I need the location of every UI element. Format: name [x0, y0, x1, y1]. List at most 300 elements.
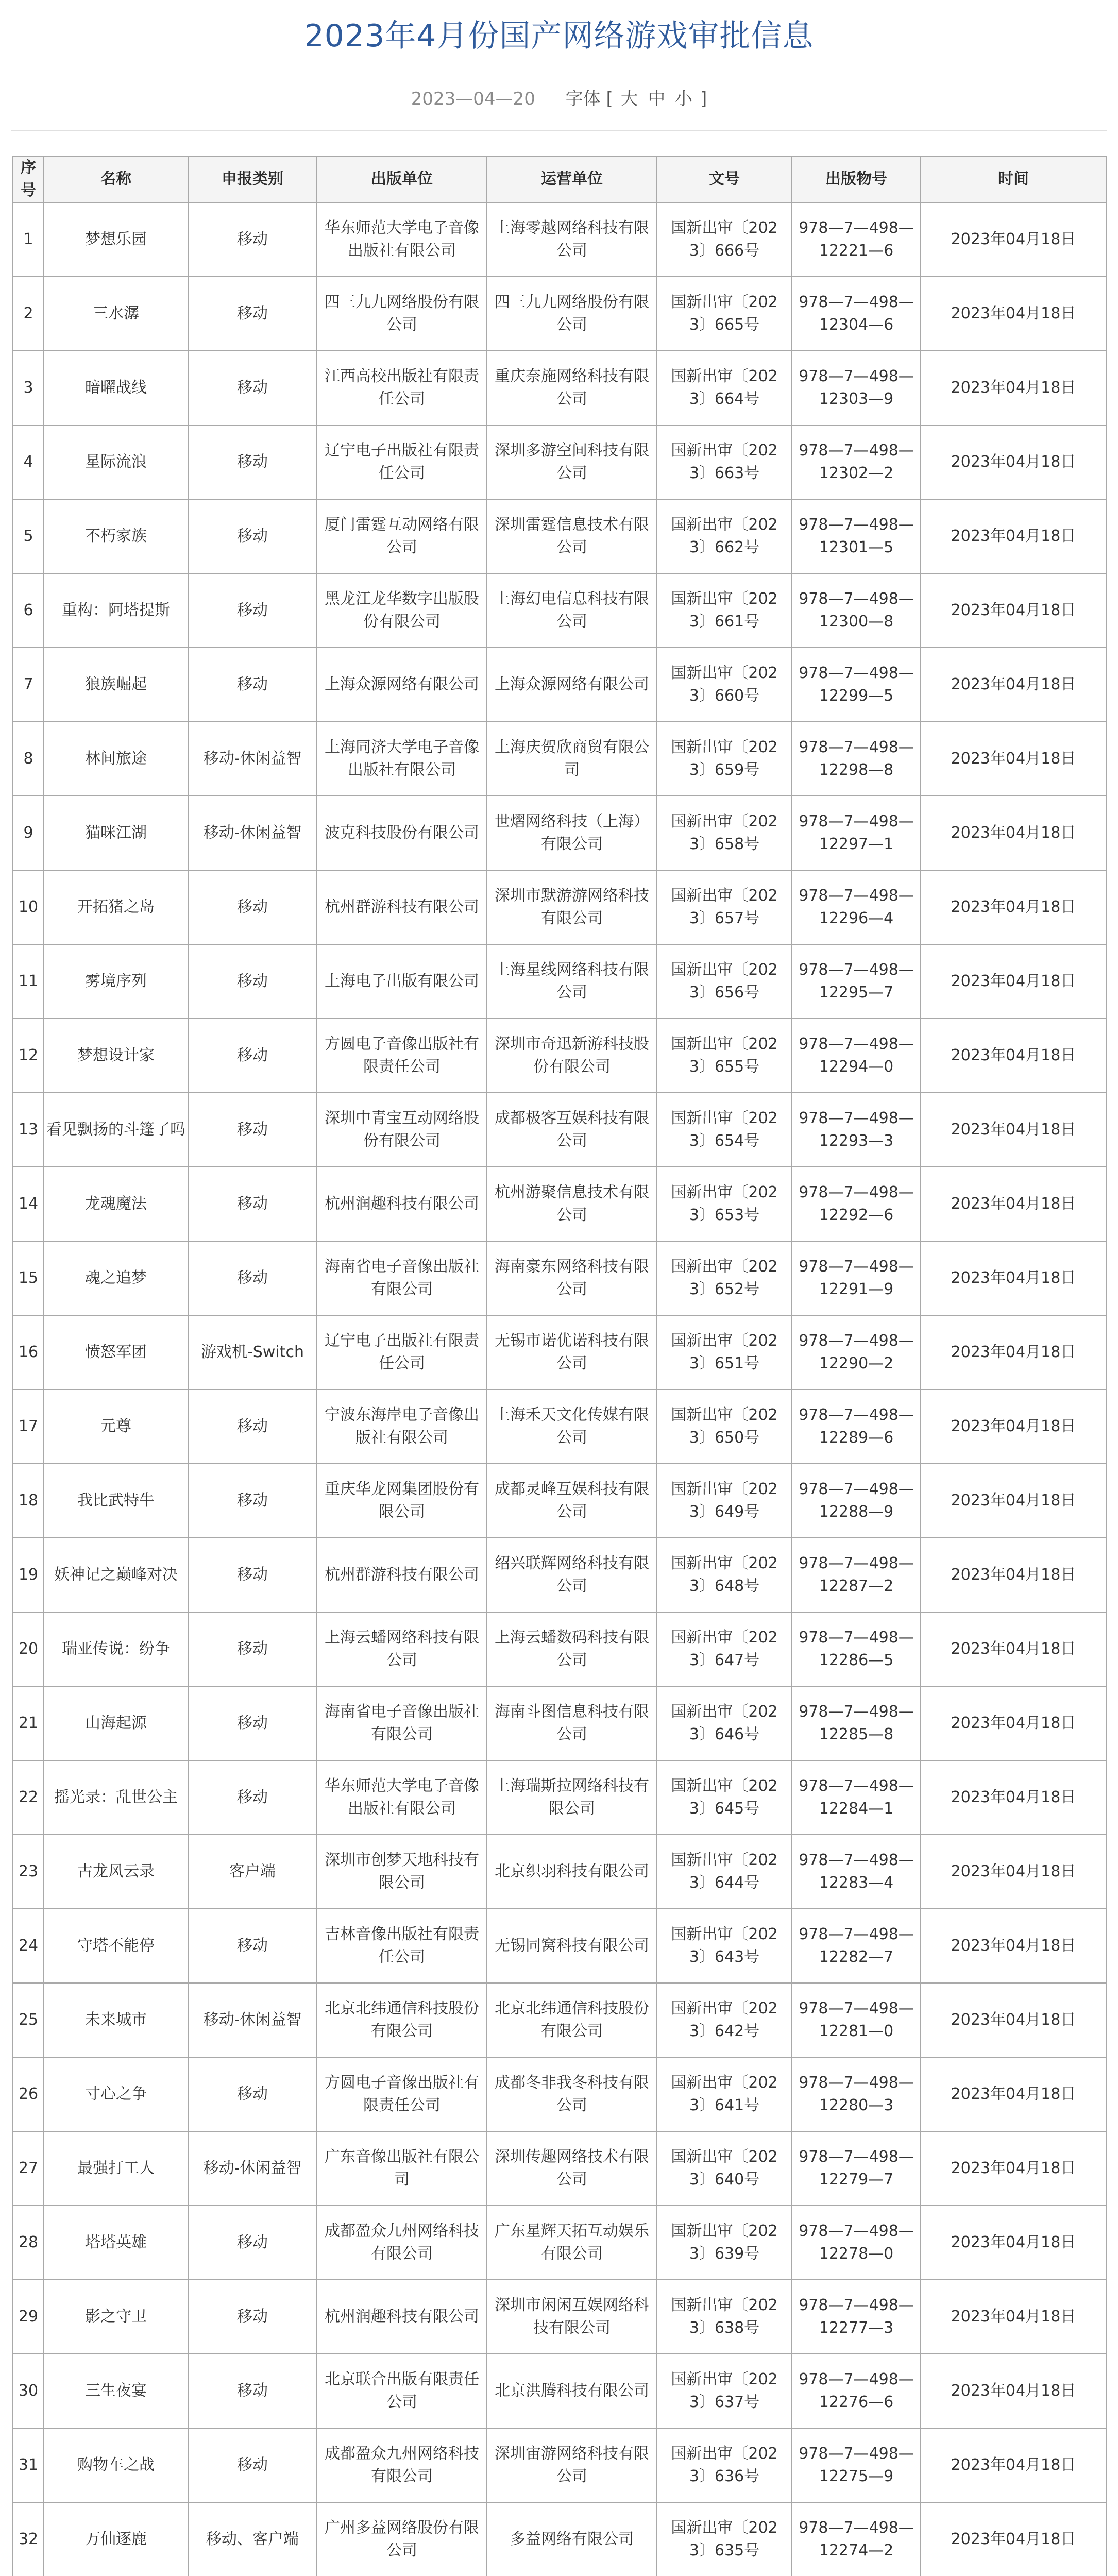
cell-approval-number: 国新出审〔2023〕643号: [657, 1909, 792, 1983]
cell-isbn: 978—7—498—12304—6: [792, 277, 921, 351]
cell-approval-number: 国新出审〔2023〕638号: [657, 2280, 792, 2354]
cell-approval-number: 国新出审〔2023〕651号: [657, 1315, 792, 1389]
table-header: [13, 156, 1106, 202]
cell-category: 移动: [188, 573, 317, 648]
cell-operator: 深圳传趣网络技术有限公司: [487, 2131, 657, 2206]
table-row: [13, 796, 1106, 870]
cell-approval-number: 国新出审〔2023〕646号: [657, 1686, 792, 1760]
cell-date: 2023年04月18日: [921, 1315, 1106, 1389]
cell-name: 古龙风云录: [44, 1835, 188, 1909]
cell-approval-number: 国新出审〔2023〕647号: [657, 1612, 792, 1686]
cell-operator: 绍兴联辉网络科技有限公司: [487, 1538, 657, 1612]
cell-publisher: 黑龙江龙华数字出版股份有限公司: [317, 573, 487, 648]
cell-category: 移动、客户端: [188, 2502, 317, 2576]
cell-index: 3: [13, 351, 44, 425]
table-row: [13, 1909, 1106, 1983]
cell-publisher: 广州多益网络股份有限公司: [317, 2502, 487, 2576]
cell-approval-number: 国新出审〔2023〕649号: [657, 1464, 792, 1538]
cell-isbn: 978—7—498—12290—2: [792, 1315, 921, 1389]
table-row: [13, 1612, 1106, 1686]
cell-approval-number: 国新出审〔2023〕644号: [657, 1835, 792, 1909]
cell-isbn: 978—7—498—12284—1: [792, 1760, 921, 1835]
cell-name: 三水潺: [44, 277, 188, 351]
cell-name: 狼族崛起: [44, 648, 188, 722]
cell-index: 24: [13, 1909, 44, 1983]
cell-publisher: 杭州润趣科技有限公司: [317, 1167, 487, 1241]
font-size-small-button[interactable]: 小: [675, 89, 693, 109]
cell-category: 移动: [188, 1464, 317, 1538]
cell-approval-number: 国新出审〔2023〕636号: [657, 2428, 792, 2502]
cell-name: 猫咪江湖: [44, 796, 188, 870]
cell-date: 2023年04月18日: [921, 1983, 1106, 2057]
cell-publisher: 江西高校出版社有限责任公司: [317, 351, 487, 425]
cell-operator: 深圳宙游网络科技有限公司: [487, 2428, 657, 2502]
cell-approval-number: 国新出审〔2023〕650号: [657, 1389, 792, 1464]
cell-isbn: 978—7—498—12221—6: [792, 202, 921, 277]
cell-name: 元尊: [44, 1389, 188, 1464]
cell-date: 2023年04月18日: [921, 1760, 1106, 1835]
cell-index: 31: [13, 2428, 44, 2502]
cell-approval-number: 国新出审〔2023〕655号: [657, 1019, 792, 1093]
cell-date: 2023年04月18日: [921, 944, 1106, 1019]
font-size-medium-button[interactable]: 中: [648, 89, 666, 109]
cell-operator: 世熠网络科技（上海）有限公司: [487, 796, 657, 870]
font-size-large-button[interactable]: 大: [620, 89, 638, 109]
cell-category: 移动: [188, 2428, 317, 2502]
cell-operator: 上海庆贺欣商贸有限公司: [487, 722, 657, 796]
cell-category: 移动: [188, 499, 317, 573]
cell-isbn: 978—7—498—12281—0: [792, 1983, 921, 2057]
cell-date: 2023年04月18日: [921, 2131, 1106, 2206]
table-row: [13, 277, 1106, 351]
cell-index: 32: [13, 2502, 44, 2576]
cell-approval-number: 国新出审〔2023〕664号: [657, 351, 792, 425]
cell-index: 22: [13, 1760, 44, 1835]
cell-name: 林间旅途: [44, 722, 188, 796]
cell-isbn: 978—7—498—12291—9: [792, 1241, 921, 1315]
table-row: [13, 1315, 1106, 1389]
cell-date: 2023年04月18日: [921, 351, 1106, 425]
cell-operator: 成都冬非我冬科技有限公司: [487, 2057, 657, 2131]
cell-operator: 多益网络有限公司: [487, 2502, 657, 2576]
table-row: [13, 573, 1106, 648]
cell-approval-number: 国新出审〔2023〕660号: [657, 648, 792, 722]
cell-index: 14: [13, 1167, 44, 1241]
font-size-label: 字体: [565, 89, 601, 109]
cell-name: 魂之追梦: [44, 1241, 188, 1315]
cell-name: 开拓猪之岛: [44, 870, 188, 944]
cell-date: 2023年04月18日: [921, 573, 1106, 648]
cell-operator: 上海云蟠数码科技有限公司: [487, 1612, 657, 1686]
cell-approval-number: 国新出审〔2023〕637号: [657, 2354, 792, 2428]
table-body: [13, 202, 1106, 2576]
cell-name: 龙魂魔法: [44, 1167, 188, 1241]
cell-index: 9: [13, 796, 44, 870]
cell-name: 雾境序列: [44, 944, 188, 1019]
cell-category: 移动: [188, 1686, 317, 1760]
cell-approval-number: 国新出审〔2023〕652号: [657, 1241, 792, 1315]
cell-category: 移动: [188, 2206, 317, 2280]
table-row: [13, 1167, 1106, 1241]
cell-date: 2023年04月18日: [921, 499, 1106, 573]
cell-date: 2023年04月18日: [921, 648, 1106, 722]
cell-name: 山海起源: [44, 1686, 188, 1760]
cell-name: 未来城市: [44, 1983, 188, 2057]
cell-isbn: 978—7—498—12280—3: [792, 2057, 921, 2131]
cell-isbn: 978—7—498—12275—9: [792, 2428, 921, 2502]
table-row: [13, 2502, 1106, 2576]
table-row: [13, 648, 1106, 722]
table-row: [13, 1686, 1106, 1760]
cell-date: 2023年04月18日: [921, 1167, 1106, 1241]
cell-approval-number: 国新出审〔2023〕662号: [657, 499, 792, 573]
cell-isbn: 978—7—498—12293—3: [792, 1093, 921, 1167]
header-isbn: 出版物号: [792, 156, 921, 202]
table-row: [13, 2354, 1106, 2428]
cell-publisher: 吉林音像出版社有限责任公司: [317, 1909, 487, 1983]
cell-date: 2023年04月18日: [921, 1019, 1106, 1093]
cell-approval-number: 国新出审〔2023〕665号: [657, 277, 792, 351]
cell-approval-number: 国新出审〔2023〕653号: [657, 1167, 792, 1241]
cell-category: 移动: [188, 2057, 317, 2131]
cell-index: 11: [13, 944, 44, 1019]
cell-index: 25: [13, 1983, 44, 2057]
cell-name: 不朽家族: [44, 499, 188, 573]
cell-name: 星际流浪: [44, 425, 188, 499]
cell-isbn: 978—7—498—12303—9: [792, 351, 921, 425]
cell-date: 2023年04月18日: [921, 1686, 1106, 1760]
table-row: [13, 870, 1106, 944]
header-approval-number: 文号: [657, 156, 792, 202]
cell-index: 1: [13, 202, 44, 277]
table-row: [13, 944, 1106, 1019]
cell-index: 23: [13, 1835, 44, 1909]
cell-date: 2023年04月18日: [921, 1612, 1106, 1686]
cell-name: 塔塔英雄: [44, 2206, 188, 2280]
cell-publisher: 上海电子出版有限公司: [317, 944, 487, 1019]
table-row: [13, 1093, 1106, 1167]
table-row: [13, 1983, 1106, 2057]
cell-operator: 广东星辉天拓互动娱乐有限公司: [487, 2206, 657, 2280]
cell-approval-number: 国新出审〔2023〕654号: [657, 1093, 792, 1167]
table-row: [13, 722, 1106, 796]
cell-date: 2023年04月18日: [921, 2428, 1106, 2502]
cell-name: 最强打工人: [44, 2131, 188, 2206]
cell-isbn: 978—7—498—12286—5: [792, 1612, 921, 1686]
cell-index: 4: [13, 425, 44, 499]
table-row: [13, 499, 1106, 573]
cell-operator: 北京洪腾科技有限公司: [487, 2354, 657, 2428]
cell-operator: 深圳雷霆信息技术有限公司: [487, 499, 657, 573]
cell-isbn: 978—7—498—12288—9: [792, 1464, 921, 1538]
cell-category: 移动-休闲益智: [188, 2131, 317, 2206]
cell-date: 2023年04月18日: [921, 1093, 1106, 1167]
page-title: 2023年4月份国产网络游戏审批信息: [304, 18, 814, 54]
table-row: [13, 1538, 1106, 1612]
cell-name: 影之守卫: [44, 2280, 188, 2354]
table-row: [13, 1389, 1106, 1464]
cell-date: 2023年04月18日: [921, 1464, 1106, 1538]
cell-isbn: 978—7—498—12296—4: [792, 870, 921, 944]
cell-operator: 上海瑞斯拉网络科技有限公司: [487, 1760, 657, 1835]
table-row: [13, 2131, 1106, 2206]
cell-index: 7: [13, 648, 44, 722]
cell-operator: 无锡市诺优诺科技有限公司: [487, 1315, 657, 1389]
cell-isbn: 978—7—498—12292—6: [792, 1167, 921, 1241]
cell-name: 看见飘扬的斗篷了吗: [44, 1093, 188, 1167]
cell-operator: 深圳多游空间科技有限公司: [487, 425, 657, 499]
cell-category: 游戏机-Switch: [188, 1315, 317, 1389]
cell-index: 5: [13, 499, 44, 573]
cell-date: 2023年04月18日: [921, 870, 1106, 944]
cell-name: 购物车之战: [44, 2428, 188, 2502]
cell-publisher: 深圳市创梦天地科技有限公司: [317, 1835, 487, 1909]
font-size-close-bracket: ]: [700, 89, 707, 109]
cell-date: 2023年04月18日: [921, 1835, 1106, 1909]
cell-isbn: 978—7—498—12295—7: [792, 944, 921, 1019]
cell-category: 移动: [188, 648, 317, 722]
cell-isbn: 978—7—498—12285—8: [792, 1686, 921, 1760]
table-row: [13, 1019, 1106, 1093]
cell-name: 守塔不能停: [44, 1909, 188, 1983]
cell-date: 2023年04月18日: [921, 1241, 1106, 1315]
cell-category: 移动: [188, 202, 317, 277]
cell-approval-number: 国新出审〔2023〕648号: [657, 1538, 792, 1612]
cell-index: 19: [13, 1538, 44, 1612]
cell-isbn: 978—7—498—12276—6: [792, 2354, 921, 2428]
table-row: [13, 2057, 1106, 2131]
cell-approval-number: 国新出审〔2023〕656号: [657, 944, 792, 1019]
cell-operator: 北京织羽科技有限公司: [487, 1835, 657, 1909]
cell-isbn: 978—7—498—12294—0: [792, 1019, 921, 1093]
cell-category: 移动: [188, 425, 317, 499]
cell-name: 万仙逐鹿: [44, 2502, 188, 2576]
cell-operator: 重庆奈施网络科技有限公司: [487, 351, 657, 425]
cell-name: 三生夜宴: [44, 2354, 188, 2428]
cell-isbn: 978—7—498—12302—2: [792, 425, 921, 499]
table-row: [13, 351, 1106, 425]
cell-isbn: 978—7—498—12298—8: [792, 722, 921, 796]
cell-isbn: 978—7—498—12300—8: [792, 573, 921, 648]
cell-publisher: 华东师范大学电子音像出版社有限公司: [317, 1760, 487, 1835]
cell-approval-number: 国新出审〔2023〕639号: [657, 2206, 792, 2280]
header-row: [13, 156, 1106, 202]
cell-operator: 上海众源网络有限公司: [487, 648, 657, 722]
cell-approval-number: 国新出审〔2023〕645号: [657, 1760, 792, 1835]
cell-publisher: 杭州润趣科技有限公司: [317, 2280, 487, 2354]
cell-publisher: 北京北纬通信科技股份有限公司: [317, 1983, 487, 2057]
cell-category: 移动-休闲益智: [188, 796, 317, 870]
cell-category: 移动: [188, 944, 317, 1019]
cell-approval-number: 国新出审〔2023〕661号: [657, 573, 792, 648]
cell-index: 8: [13, 722, 44, 796]
cell-publisher: 华东师范大学电子音像出版社有限公司: [317, 202, 487, 277]
cell-operator: 海南斗图信息科技有限公司: [487, 1686, 657, 1760]
cell-operator: 四三九九网络股份有限公司: [487, 277, 657, 351]
cell-publisher: 上海众源网络有限公司: [317, 648, 487, 722]
cell-category: 移动: [188, 1241, 317, 1315]
cell-category: 移动: [188, 2354, 317, 2428]
cell-category: 移动-休闲益智: [188, 1983, 317, 2057]
table-row: [13, 1464, 1106, 1538]
table-row: [13, 1760, 1106, 1835]
cell-category: 移动: [188, 870, 317, 944]
cell-date: 2023年04月18日: [921, 722, 1106, 796]
cell-approval-number: 国新出审〔2023〕641号: [657, 2057, 792, 2131]
header-name: 名称: [44, 156, 188, 202]
cell-name: 重构：阿塔提斯: [44, 573, 188, 648]
cell-publisher: 深圳中青宝互动网络股份有限公司: [317, 1093, 487, 1167]
cell-name: 愤怒军团: [44, 1315, 188, 1389]
cell-category: 移动: [188, 1909, 317, 1983]
cell-publisher: 北京联合出版有限责任公司: [317, 2354, 487, 2428]
cell-index: 27: [13, 2131, 44, 2206]
article-meta: [0, 84, 1118, 110]
cell-date: 2023年04月18日: [921, 2280, 1106, 2354]
cell-date: 2023年04月18日: [921, 1538, 1106, 1612]
cell-category: 移动: [188, 1389, 317, 1464]
cell-publisher: 海南省电子音像出版社有限公司: [317, 1686, 487, 1760]
cell-publisher: 广东音像出版社有限公司: [317, 2131, 487, 2206]
cell-date: 2023年04月18日: [921, 2502, 1106, 2576]
cell-approval-number: 国新出审〔2023〕642号: [657, 1983, 792, 2057]
cell-date: 2023年04月18日: [921, 2057, 1106, 2131]
cell-category: 移动: [188, 351, 317, 425]
cell-index: 21: [13, 1686, 44, 1760]
cell-isbn: 978—7—498—12301—5: [792, 499, 921, 573]
cell-category: 移动: [188, 1019, 317, 1093]
cell-approval-number: 国新出审〔2023〕640号: [657, 2131, 792, 2206]
header-operator: 运营单位: [487, 156, 657, 202]
cell-isbn: 978—7—498—12289—6: [792, 1389, 921, 1464]
cell-operator: 上海禾天文化传媒有限公司: [487, 1389, 657, 1464]
cell-operator: 海南豪东网络科技有限公司: [487, 1241, 657, 1315]
cell-publisher: 辽宁电子出版社有限责任公司: [317, 1315, 487, 1389]
cell-index: 6: [13, 573, 44, 648]
cell-date: 2023年04月18日: [921, 1389, 1106, 1464]
cell-isbn: 978—7—498—12299—5: [792, 648, 921, 722]
cell-approval-number: 国新出审〔2023〕657号: [657, 870, 792, 944]
cell-operator: 上海星线网络科技有限公司: [487, 944, 657, 1019]
cell-name: 妖神记之巅峰对决: [44, 1538, 188, 1612]
cell-date: 2023年04月18日: [921, 2206, 1106, 2280]
cell-category: 移动: [188, 1612, 317, 1686]
cell-name: 我比武特牛: [44, 1464, 188, 1538]
cell-index: 12: [13, 1019, 44, 1093]
cell-isbn: 978—7—498—12282—7: [792, 1909, 921, 1983]
cell-operator: 成都极客互娱科技有限公司: [487, 1093, 657, 1167]
header-publisher: 出版单位: [317, 156, 487, 202]
cell-index: 28: [13, 2206, 44, 2280]
cell-index: 30: [13, 2354, 44, 2428]
cell-operator: 深圳市闲闲互娱网络科技有限公司: [487, 2280, 657, 2354]
cell-category: 移动: [188, 1538, 317, 1612]
font-size-open-bracket: [: [606, 89, 613, 109]
table-row: [13, 425, 1106, 499]
cell-category: 移动: [188, 1167, 317, 1241]
cell-index: 17: [13, 1389, 44, 1464]
cell-category: 移动-休闲益智: [188, 722, 317, 796]
cell-isbn: 978—7—498—12274—2: [792, 2502, 921, 2576]
cell-isbn: 978—7—498—12277—3: [792, 2280, 921, 2354]
cell-index: 10: [13, 870, 44, 944]
cell-name: 瑞亚传说：纷争: [44, 1612, 188, 1686]
cell-publisher: 海南省电子音像出版社有限公司: [317, 1241, 487, 1315]
cell-publisher: 重庆华龙网集团股份有限公司: [317, 1464, 487, 1538]
cell-index: 29: [13, 2280, 44, 2354]
cell-index: 18: [13, 1464, 44, 1538]
cell-publisher: 上海同济大学电子音像出版社有限公司: [317, 722, 487, 796]
cell-date: 2023年04月18日: [921, 796, 1106, 870]
cell-publisher: 波克科技股份有限公司: [317, 796, 487, 870]
cell-date: 2023年04月18日: [921, 1909, 1106, 1983]
cell-category: 移动: [188, 277, 317, 351]
cell-publisher: 方圆电子音像出版社有限责任公司: [317, 1019, 487, 1093]
cell-publisher: 成都盈众九州网络科技有限公司: [317, 2206, 487, 2280]
cell-isbn: 978—7—498—12279—7: [792, 2131, 921, 2206]
cell-category: 移动: [188, 1760, 317, 1835]
publish-date: 2023—04—20: [411, 89, 535, 109]
cell-isbn: 978—7—498—12283—4: [792, 1835, 921, 1909]
cell-isbn: 978—7—498—12278—0: [792, 2206, 921, 2280]
cell-publisher: 杭州群游科技有限公司: [317, 870, 487, 944]
table-row: [13, 2428, 1106, 2502]
cell-isbn: 978—7—498—12297—1: [792, 796, 921, 870]
cell-operator: 深圳市默游游网络科技有限公司: [487, 870, 657, 944]
cell-name: 暗曜战线: [44, 351, 188, 425]
cell-category: 客户端: [188, 1835, 317, 1909]
cell-name: 梦想设计家: [44, 1019, 188, 1093]
approval-table: [12, 156, 1107, 2576]
cell-index: 2: [13, 277, 44, 351]
cell-publisher: 厦门雷霆互动网络有限公司: [317, 499, 487, 573]
cell-name: 摇光录：乱世公主: [44, 1760, 188, 1835]
cell-operator: 无锡同窝科技有限公司: [487, 1909, 657, 1983]
header-category: 申报类别: [188, 156, 317, 202]
cell-category: 移动: [188, 2280, 317, 2354]
table-row: [13, 1241, 1106, 1315]
cell-publisher: 方圆电子音像出版社有限责任公司: [317, 2057, 487, 2131]
cell-name: 梦想乐园: [44, 202, 188, 277]
cell-index: 20: [13, 1612, 44, 1686]
cell-operator: 上海幻电信息科技有限公司: [487, 573, 657, 648]
cell-isbn: 978—7—498—12287—2: [792, 1538, 921, 1612]
cell-publisher: 上海云蟠网络科技有限公司: [317, 1612, 487, 1686]
cell-index: 15: [13, 1241, 44, 1315]
cell-publisher: 辽宁电子出版社有限责任公司: [317, 425, 487, 499]
cell-index: 16: [13, 1315, 44, 1389]
cell-date: 2023年04月18日: [921, 202, 1106, 277]
font-size-switcher: [566, 89, 707, 109]
header-divider: [11, 130, 1107, 131]
cell-index: 26: [13, 2057, 44, 2131]
cell-index: 13: [13, 1093, 44, 1167]
cell-publisher: 宁波东海岸电子音像出版社有限公司: [317, 1389, 487, 1464]
table-row: [13, 2280, 1106, 2354]
header-date: 时间: [921, 156, 1106, 202]
cell-approval-number: 国新出审〔2023〕659号: [657, 722, 792, 796]
cell-approval-number: 国新出审〔2023〕658号: [657, 796, 792, 870]
cell-operator: 上海零越网络科技有限公司: [487, 202, 657, 277]
cell-date: 2023年04月18日: [921, 277, 1106, 351]
cell-operator: 成都灵峰互娱科技有限公司: [487, 1464, 657, 1538]
table-row: [13, 1835, 1106, 1909]
cell-operator: 深圳市奇迅新游科技股份有限公司: [487, 1019, 657, 1093]
cell-approval-number: 国新出审〔2023〕663号: [657, 425, 792, 499]
table-row: [13, 2206, 1106, 2280]
table-row: [13, 202, 1106, 277]
cell-publisher: 杭州群游科技有限公司: [317, 1538, 487, 1612]
